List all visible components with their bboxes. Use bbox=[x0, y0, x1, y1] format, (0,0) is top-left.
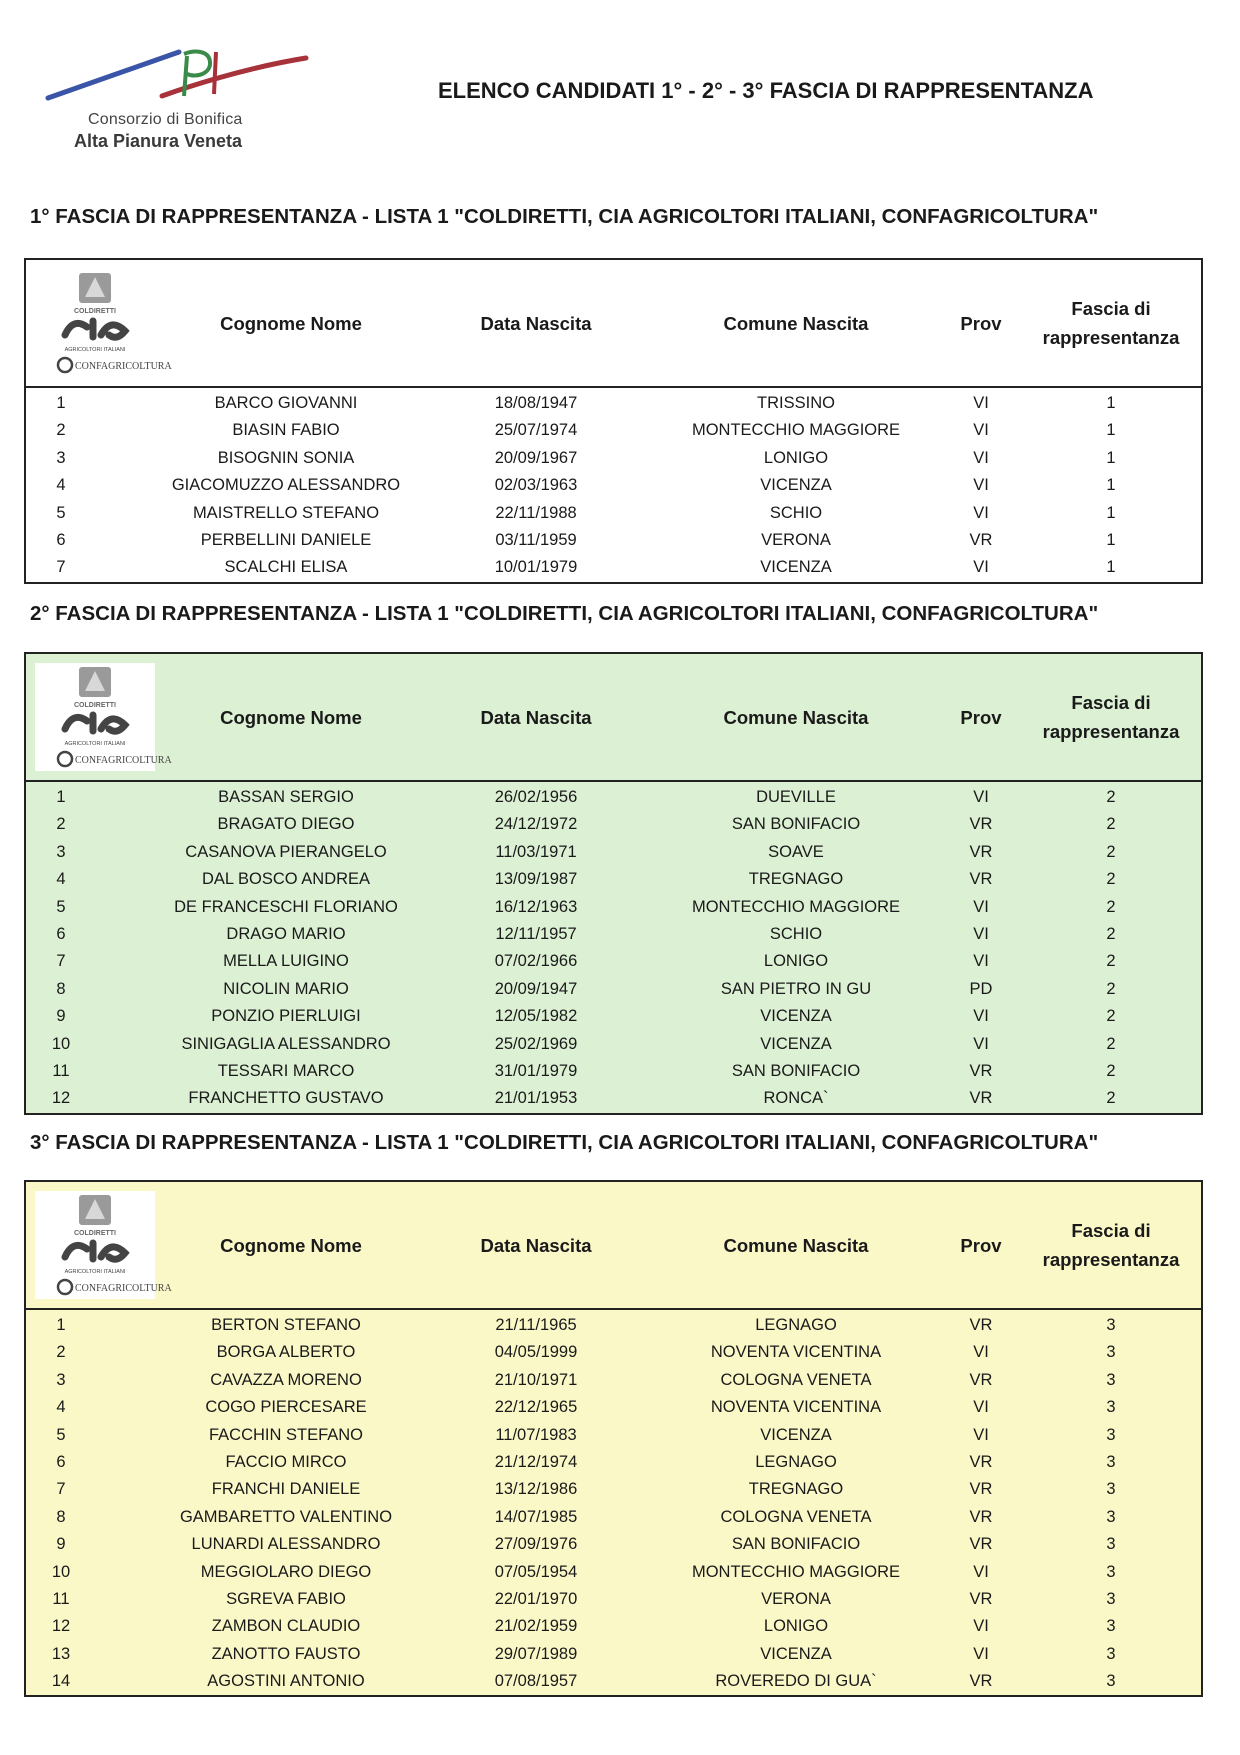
fascia: 2 bbox=[1106, 1007, 1116, 1026]
candidate-name: BRAGATO DIEGO bbox=[217, 815, 355, 834]
candidate-name: ZANOTTO FAUSTO bbox=[211, 1644, 361, 1663]
birth-comune: SAN BONIFACIO bbox=[731, 815, 861, 834]
birth-comune: TREGNAGO bbox=[748, 870, 844, 889]
table-row bbox=[26, 472, 1201, 499]
province: VI bbox=[973, 448, 989, 467]
table-row bbox=[26, 1531, 1201, 1558]
birth-date: 20/09/1947 bbox=[494, 979, 578, 998]
province: VR bbox=[969, 530, 993, 549]
birth-date: 20/09/1967 bbox=[494, 448, 578, 467]
section-2-table bbox=[24, 652, 1203, 1115]
birth-comune: SCHIO bbox=[769, 503, 823, 522]
table-row bbox=[26, 866, 1201, 893]
birth-date: 07/05/1954 bbox=[494, 1562, 578, 1581]
row-number: 6 bbox=[56, 924, 66, 943]
table-row bbox=[26, 500, 1201, 527]
candidate-name: DAL BOSCO ANDREA bbox=[201, 870, 371, 889]
fascia: 3 bbox=[1106, 1672, 1116, 1691]
candidate-name: PERBELLINI DANIELE bbox=[200, 530, 372, 549]
table-row bbox=[26, 1668, 1201, 1695]
province: VI bbox=[973, 952, 989, 971]
province: VR bbox=[969, 1316, 993, 1334]
column-header-prov: Prov bbox=[960, 706, 1002, 728]
row-number: 4 bbox=[56, 1398, 66, 1417]
column-header-name: Cognome Nome bbox=[220, 312, 362, 334]
birth-comune: VICENZA bbox=[760, 1007, 832, 1026]
candidate-name: FRANCHI DANIELE bbox=[211, 1480, 361, 1499]
row-number: 4 bbox=[56, 870, 66, 889]
fascia: 1 bbox=[1106, 476, 1116, 495]
table-row bbox=[26, 1613, 1201, 1640]
row-number: 3 bbox=[56, 842, 66, 861]
province: VI bbox=[973, 558, 989, 577]
row-number: 12 bbox=[51, 1617, 71, 1636]
svg-text:AGRICOLTORI ITALIANI: AGRICOLTORI ITALIANI bbox=[64, 347, 126, 353]
candidate-name: PONZIO PIERLUIGI bbox=[211, 1007, 361, 1026]
candidate-name: CAVAZZA MORENO bbox=[210, 1370, 362, 1389]
svg-text:COLDIRETTI: COLDIRETTI bbox=[74, 308, 116, 315]
candidate-name: SCALCHI ELISA bbox=[224, 558, 348, 577]
birth-date: 03/11/1959 bbox=[495, 530, 577, 549]
birth-comune: VERONA bbox=[761, 1589, 831, 1608]
table-row bbox=[26, 948, 1201, 975]
candidate-name: BIASIN FABIO bbox=[232, 421, 340, 440]
row-number: 8 bbox=[56, 1507, 66, 1526]
row-number: 14 bbox=[51, 1672, 71, 1691]
birth-date: 22/11/1988 bbox=[495, 503, 577, 522]
birth-date: 13/09/1987 bbox=[494, 870, 578, 889]
row-number: 1 bbox=[56, 394, 66, 412]
column-header-fascia: Fascia di rappresentanza bbox=[1042, 1220, 1180, 1270]
row-number: 9 bbox=[56, 1535, 66, 1554]
column-header-comune: Comune Nascita bbox=[723, 312, 869, 334]
column-header-name: Cognome Nome bbox=[220, 706, 362, 728]
birth-date: 25/02/1969 bbox=[494, 1034, 578, 1053]
candidate-name: BARCO GIOVANNI bbox=[214, 394, 358, 412]
table-row bbox=[26, 1559, 1201, 1586]
row-number: 7 bbox=[56, 952, 66, 971]
fascia: 2 bbox=[1106, 897, 1116, 916]
birth-comune: LONIGO bbox=[763, 448, 829, 467]
column-header-date: Data Nascita bbox=[480, 312, 592, 334]
province: VR bbox=[969, 1452, 993, 1471]
birth-date: 21/01/1953 bbox=[494, 1089, 578, 1108]
birth-comune: ROVEREDO DI GUA` bbox=[715, 1672, 877, 1691]
birth-comune: LONIGO bbox=[763, 952, 829, 971]
table-row bbox=[26, 1058, 1201, 1085]
row-number: 5 bbox=[56, 897, 66, 916]
table-row bbox=[26, 527, 1201, 554]
candidate-name: ZAMBON CLAUDIO bbox=[211, 1617, 361, 1636]
fascia: 2 bbox=[1106, 1034, 1116, 1053]
section-1-title: 1° FASCIA DI RAPPRESENTANZA - LISTA 1 "COLDIRETTI, CIA AGRICOLTORI ITALIANI, CONFAGRICOLTURA" bbox=[30, 205, 1099, 228]
birth-comune: TRISSINO bbox=[757, 394, 835, 412]
province: VI bbox=[973, 1562, 989, 1581]
row-number: 11 bbox=[52, 1589, 70, 1608]
candidate-name: FRANCHETTO GUSTAVO bbox=[188, 1089, 384, 1108]
birth-comune: VICENZA bbox=[760, 1425, 832, 1444]
province: VI bbox=[973, 1007, 989, 1026]
table-row bbox=[26, 1312, 1201, 1339]
province: VI bbox=[973, 1644, 989, 1663]
candidate-name: CASANOVA PIERANGELO bbox=[185, 842, 387, 861]
fascia: 2 bbox=[1106, 815, 1116, 834]
birth-comune: NOVENTA VICENTINA bbox=[710, 1343, 882, 1362]
candidate-name: AGOSTINI ANTONIO bbox=[207, 1672, 365, 1691]
birth-date: 13/12/1986 bbox=[494, 1480, 578, 1499]
birth-date: 10/01/1979 bbox=[494, 558, 578, 577]
table-header bbox=[26, 260, 1201, 388]
candidate-name: SGREVA FABIO bbox=[226, 1589, 346, 1608]
table-row bbox=[26, 1449, 1201, 1476]
birth-comune: SAN PIETRO IN GU bbox=[720, 979, 872, 998]
fascia: 3 bbox=[1106, 1644, 1116, 1663]
document-title: ELENCO CANDIDATI 1° - 2° - 3° FASCIA DI RAPPRESENTANZA bbox=[438, 78, 1094, 103]
table-row bbox=[26, 1394, 1201, 1421]
birth-date: 24/12/1972 bbox=[494, 815, 578, 834]
birth-comune: LONIGO bbox=[763, 1617, 829, 1636]
fascia: 2 bbox=[1106, 1089, 1116, 1108]
birth-date: 12/11/1957 bbox=[495, 924, 577, 943]
candidate-name: MELLA LUIGINO bbox=[223, 952, 349, 971]
fascia: 2 bbox=[1106, 788, 1116, 806]
logo-text-consorzio: Consorzio di Bonifica bbox=[88, 111, 243, 128]
consorzio-logo-mark bbox=[44, 44, 314, 114]
fascia: 3 bbox=[1106, 1562, 1116, 1581]
table-row bbox=[26, 1085, 1201, 1112]
province: VI bbox=[973, 1343, 989, 1362]
section-2-title: 2° FASCIA DI RAPPRESENTANZA - LISTA 1 "COLDIRETTI, CIA AGRICOLTORI ITALIANI, CONFAGRICOLTURA" bbox=[30, 602, 1099, 625]
birth-comune: SOAVE bbox=[768, 842, 824, 861]
column-header-prov: Prov bbox=[960, 1234, 1002, 1256]
table-row bbox=[26, 921, 1201, 948]
table-body bbox=[26, 388, 1201, 582]
province: VI bbox=[973, 394, 989, 412]
row-number: 2 bbox=[56, 1343, 66, 1362]
candidate-name: GAMBARETTO VALENTINO bbox=[179, 1507, 393, 1526]
row-number: 3 bbox=[56, 448, 66, 467]
row-number: 5 bbox=[56, 1425, 66, 1444]
column-header-fascia: Fascia di rappresentanza bbox=[1042, 692, 1180, 742]
candidate-name: BISOGNIN SONIA bbox=[217, 448, 355, 467]
fascia: 3 bbox=[1106, 1535, 1116, 1554]
table-row bbox=[26, 1339, 1201, 1366]
column-header-date: Data Nascita bbox=[480, 706, 592, 728]
candidate-name: BASSAN SERGIO bbox=[218, 788, 354, 806]
table-header bbox=[26, 654, 1201, 782]
svg-text:COLDIRETTI: COLDIRETTI bbox=[74, 702, 116, 709]
fascia: 2 bbox=[1106, 952, 1116, 971]
candidate-name: BORGA ALBERTO bbox=[216, 1343, 356, 1362]
fascia: 1 bbox=[1106, 421, 1116, 440]
birth-comune: SAN BONIFACIO bbox=[731, 1535, 861, 1554]
birth-comune: LEGNAGO bbox=[755, 1452, 837, 1471]
table-row bbox=[26, 976, 1201, 1003]
fascia: 3 bbox=[1106, 1507, 1116, 1526]
fascia: 2 bbox=[1106, 924, 1116, 943]
birth-date: 07/02/1966 bbox=[494, 952, 578, 971]
fascia: 1 bbox=[1106, 448, 1116, 467]
birth-comune: LEGNAGO bbox=[755, 1316, 837, 1334]
table-row bbox=[26, 1641, 1201, 1668]
table-row bbox=[26, 1367, 1201, 1394]
province: VR bbox=[969, 1061, 993, 1080]
birth-comune: VICENZA bbox=[760, 476, 832, 495]
row-number: 1 bbox=[56, 788, 66, 806]
birth-date: 29/07/1989 bbox=[494, 1644, 578, 1663]
row-number: 6 bbox=[56, 530, 66, 549]
birth-date: 31/01/1979 bbox=[494, 1061, 578, 1080]
row-number: 1 bbox=[56, 1316, 66, 1334]
birth-date: 04/05/1999 bbox=[494, 1343, 578, 1362]
fascia: 1 bbox=[1106, 558, 1116, 577]
birth-comune: COLOGNA VENETA bbox=[720, 1507, 872, 1526]
birth-date: 22/01/1970 bbox=[494, 1589, 578, 1608]
table-row bbox=[26, 811, 1201, 838]
fascia: 3 bbox=[1106, 1316, 1116, 1334]
birth-comune: SCHIO bbox=[769, 924, 823, 943]
candidate-name: DRAGO MARIO bbox=[226, 924, 346, 943]
fascia: 3 bbox=[1106, 1617, 1116, 1636]
row-number: 4 bbox=[56, 476, 66, 495]
birth-date: 21/02/1959 bbox=[494, 1617, 578, 1636]
candidate-name: NICOLIN MARIO bbox=[223, 979, 349, 998]
table-row bbox=[26, 554, 1201, 581]
table-row bbox=[26, 1422, 1201, 1449]
row-number: 2 bbox=[56, 421, 66, 440]
row-number: 5 bbox=[56, 503, 66, 522]
coldiretti-cia-confagricoltura-logo bbox=[35, 269, 172, 377]
candidate-name: MAISTRELLO STEFANO bbox=[192, 503, 380, 522]
table-header bbox=[26, 1182, 1201, 1310]
province: VR bbox=[969, 815, 993, 834]
birth-comune: MONTECCHIO MAGGIORE bbox=[691, 421, 901, 440]
province: VR bbox=[969, 1480, 993, 1499]
fascia: 3 bbox=[1106, 1480, 1116, 1499]
coldiretti-cia-confagricoltura-logo bbox=[35, 1191, 172, 1299]
province: VR bbox=[969, 842, 993, 861]
birth-date: 11/03/1971 bbox=[495, 842, 577, 861]
birth-date: 07/08/1957 bbox=[494, 1672, 578, 1691]
table-row bbox=[26, 417, 1201, 444]
province: VR bbox=[969, 1672, 993, 1691]
table-body bbox=[26, 1310, 1201, 1695]
fascia: 3 bbox=[1106, 1370, 1116, 1389]
birth-date: 25/07/1974 bbox=[494, 421, 578, 440]
birth-comune: DUEVILLE bbox=[756, 788, 836, 806]
candidate-name: BERTON STEFANO bbox=[211, 1316, 361, 1334]
table-row bbox=[26, 390, 1201, 417]
birth-date: 21/12/1974 bbox=[494, 1452, 578, 1471]
birth-comune: NOVENTA VICENTINA bbox=[710, 1398, 882, 1417]
fascia: 2 bbox=[1106, 1061, 1116, 1080]
fascia: 1 bbox=[1106, 503, 1116, 522]
coldiretti-cia-confagricoltura-logo bbox=[35, 663, 172, 771]
birth-date: 22/12/1965 bbox=[494, 1398, 578, 1417]
svg-text:AGRICOLTORI ITALIANI: AGRICOLTORI ITALIANI bbox=[64, 1269, 126, 1275]
table-row bbox=[26, 839, 1201, 866]
province: VR bbox=[969, 1370, 993, 1389]
fascia: 2 bbox=[1106, 870, 1116, 889]
candidate-name: TESSARI MARCO bbox=[217, 1061, 355, 1080]
birth-date: 16/12/1963 bbox=[494, 897, 578, 916]
section-3-table bbox=[24, 1180, 1203, 1697]
table-body bbox=[26, 782, 1201, 1113]
birth-comune: SAN BONIFACIO bbox=[731, 1061, 861, 1080]
column-header-comune: Comune Nascita bbox=[723, 1234, 869, 1256]
fascia: 3 bbox=[1106, 1589, 1116, 1608]
province: VR bbox=[969, 1089, 993, 1108]
birth-comune: VERONA bbox=[761, 530, 831, 549]
province: VI bbox=[973, 1398, 989, 1417]
row-number: 7 bbox=[56, 1480, 66, 1499]
candidate-name: GIACOMUZZO ALESSANDRO bbox=[171, 476, 401, 495]
section-1-table bbox=[24, 258, 1203, 584]
fascia: 3 bbox=[1106, 1425, 1116, 1444]
birth-comune: MONTECCHIO MAGGIORE bbox=[691, 1562, 901, 1581]
table-row bbox=[26, 1476, 1201, 1503]
birth-date: 18/08/1947 bbox=[494, 394, 578, 412]
candidate-name: LUNARDI ALESSANDRO bbox=[191, 1535, 381, 1554]
province: VI bbox=[973, 1617, 989, 1636]
fascia: 3 bbox=[1106, 1343, 1116, 1362]
birth-comune: RONCA` bbox=[763, 1089, 829, 1108]
province: VI bbox=[973, 924, 989, 943]
candidate-name: COGO PIERCESARE bbox=[205, 1398, 367, 1417]
fascia: 1 bbox=[1106, 530, 1116, 549]
province: VI bbox=[973, 503, 989, 522]
birth-comune: MONTECCHIO MAGGIORE bbox=[691, 897, 901, 916]
province: VI bbox=[973, 788, 989, 806]
province: PD bbox=[969, 979, 993, 998]
table-row bbox=[26, 1031, 1201, 1058]
svg-text:AGRICOLTORI ITALIANI: AGRICOLTORI ITALIANI bbox=[64, 741, 126, 747]
row-number: 10 bbox=[51, 1562, 71, 1581]
birth-comune: VICENZA bbox=[760, 1644, 832, 1663]
fascia: 2 bbox=[1106, 842, 1116, 861]
province: VR bbox=[969, 1589, 993, 1608]
fascia: 2 bbox=[1106, 979, 1116, 998]
province: VI bbox=[973, 1034, 989, 1053]
candidate-name: SINIGAGLIA ALESSANDRO bbox=[181, 1034, 391, 1053]
fascia: 1 bbox=[1106, 394, 1116, 412]
province: VI bbox=[973, 476, 989, 495]
birth-comune: COLOGNA VENETA bbox=[720, 1370, 872, 1389]
row-number: 10 bbox=[51, 1034, 71, 1053]
fascia: 3 bbox=[1106, 1398, 1116, 1417]
row-number: 12 bbox=[51, 1089, 71, 1108]
section-3-title: 3° FASCIA DI RAPPRESENTANZA - LISTA 1 "COLDIRETTI, CIA AGRICOLTORI ITALIANI, CONFAGRICOLTURA" bbox=[30, 1131, 1099, 1154]
row-number: 13 bbox=[51, 1644, 71, 1663]
candidate-name: DE FRANCESCHI FLORIANO bbox=[174, 897, 398, 916]
svg-text:CONFAGRICOLTURA: CONFAGRICOLTURA bbox=[75, 1283, 172, 1294]
province: VI bbox=[973, 897, 989, 916]
birth-date: 21/11/1965 bbox=[495, 1316, 577, 1334]
birth-date: 27/09/1976 bbox=[494, 1535, 578, 1554]
province: VR bbox=[969, 1507, 993, 1526]
row-number: 9 bbox=[56, 1007, 66, 1026]
birth-date: 21/10/1971 bbox=[494, 1370, 578, 1389]
fascia: 3 bbox=[1106, 1452, 1116, 1471]
column-header-fascia: Fascia di rappresentanza bbox=[1042, 298, 1180, 348]
table-row bbox=[26, 1003, 1201, 1030]
birth-date: 02/03/1963 bbox=[494, 476, 578, 495]
candidate-name: MEGGIOLARO DIEGO bbox=[200, 1562, 372, 1581]
table-row bbox=[26, 784, 1201, 811]
column-header-prov: Prov bbox=[960, 312, 1002, 334]
candidate-name: FACCHIN STEFANO bbox=[208, 1425, 364, 1444]
province: VR bbox=[969, 870, 993, 889]
table-row bbox=[26, 894, 1201, 921]
table-row bbox=[26, 1586, 1201, 1613]
row-number: 7 bbox=[56, 558, 66, 577]
svg-text:CONFAGRICOLTURA: CONFAGRICOLTURA bbox=[75, 755, 172, 766]
table-row bbox=[26, 1504, 1201, 1531]
logo-text-alta-pianura: Alta Pianura Veneta bbox=[74, 131, 243, 151]
column-header-comune: Comune Nascita bbox=[723, 706, 869, 728]
birth-comune: TREGNAGO bbox=[748, 1480, 844, 1499]
row-number: 8 bbox=[56, 979, 66, 998]
row-number: 6 bbox=[56, 1452, 66, 1471]
row-number: 3 bbox=[56, 1370, 66, 1389]
consorzio-logo bbox=[44, 44, 314, 154]
row-number: 11 bbox=[52, 1061, 70, 1080]
birth-comune: VICENZA bbox=[760, 558, 832, 577]
svg-text:CONFAGRICOLTURA: CONFAGRICOLTURA bbox=[75, 361, 172, 372]
province: VI bbox=[973, 1425, 989, 1444]
birth-comune: VICENZA bbox=[760, 1034, 832, 1053]
column-header-name: Cognome Nome bbox=[220, 1234, 362, 1256]
province: VI bbox=[973, 421, 989, 440]
birth-date: 12/05/1982 bbox=[494, 1007, 578, 1026]
candidate-name: FACCIO MIRCO bbox=[225, 1452, 347, 1471]
column-header-date: Data Nascita bbox=[480, 1234, 592, 1256]
svg-text:COLDIRETTI: COLDIRETTI bbox=[74, 1230, 116, 1237]
birth-date: 14/07/1985 bbox=[494, 1507, 578, 1526]
birth-date: 11/07/1983 bbox=[495, 1425, 577, 1444]
row-number: 2 bbox=[56, 815, 66, 834]
birth-date: 26/02/1956 bbox=[494, 788, 578, 806]
table-row bbox=[26, 445, 1201, 472]
province: VR bbox=[969, 1535, 993, 1554]
